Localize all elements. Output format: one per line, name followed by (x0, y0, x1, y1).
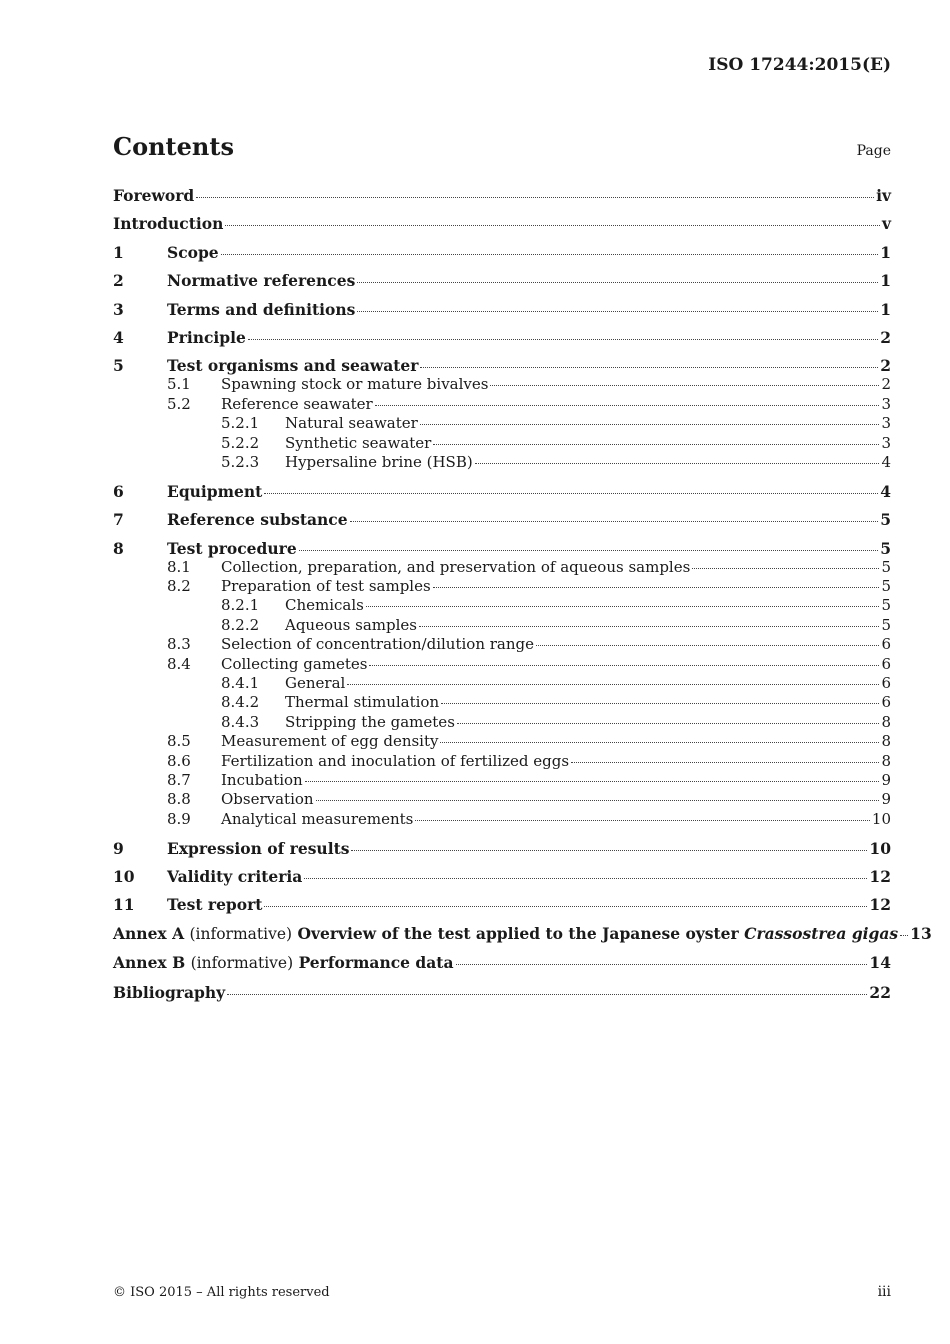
toc-entry[interactable] (113, 300, 891, 319)
toc-entry-page: 12 (869, 867, 891, 887)
dot-leader (420, 424, 880, 425)
toc-entry-title: Test organisms and seawater (167, 356, 419, 376)
dot-leader (375, 405, 880, 406)
toc-entry-title: Observation (221, 790, 314, 809)
toc-entry-title: Incubation (221, 771, 303, 790)
toc-entry-title: Equipment (167, 481, 263, 501)
table-of-contents (113, 186, 932, 1002)
toc-entry[interactable] (113, 771, 891, 790)
toc-entry[interactable] (113, 434, 891, 453)
toc-entry-title: Analytical measurements (221, 809, 414, 828)
toc-entry-page: 5 (881, 615, 891, 634)
toc-entry-number: 8.1 (167, 557, 191, 576)
annex-heading (113, 924, 898, 944)
toc-entry-page: 4 (881, 452, 891, 471)
toc-entry[interactable] (113, 790, 891, 809)
toc-entry-number: 2 (113, 271, 124, 291)
toc-entry-title: Preparation of test samples (221, 576, 431, 595)
toc-entry-page: 3 (881, 433, 891, 452)
toc-entry[interactable] (113, 577, 891, 596)
toc-entry-page: 5 (881, 576, 891, 595)
toc-entry[interactable] (113, 356, 891, 375)
toc-entry-page: 1 (880, 271, 891, 291)
toc-entry[interactable] (113, 596, 891, 615)
toc-entry-number: 5.2 (167, 394, 191, 413)
dot-leader (475, 463, 880, 464)
toc-entry-title: Thermal stimulation (285, 693, 440, 712)
document-id: ISO 17244:2015(E) (708, 55, 891, 75)
toc-annex-entry[interactable] (113, 953, 891, 973)
toc-entry[interactable] (113, 482, 891, 501)
toc-entry-number: 11 (113, 895, 135, 915)
toc-entry-number: 9 (113, 838, 124, 858)
toc-entry-page: 6 (881, 635, 891, 654)
toc-entry-page: 2 (881, 375, 891, 394)
toc-entry-title: Collection, preparation, and preservation of aqueous samples (221, 557, 691, 576)
dot-leader (457, 723, 880, 724)
toc-entry-page: 5 (880, 538, 891, 558)
toc-entry[interactable] (113, 414, 891, 433)
toc-entry[interactable] (113, 510, 891, 529)
toc-entry-page: 2 (880, 327, 891, 347)
dot-leader (415, 820, 870, 821)
toc-entry-title: Stripping the gametes (285, 712, 455, 731)
dot-leader (299, 550, 879, 551)
toc-entry-number: 8.4.2 (221, 693, 260, 712)
toc-entry[interactable] (113, 243, 891, 262)
toc-entry[interactable] (113, 558, 891, 577)
toc-entry[interactable] (113, 186, 891, 205)
toc-entry-number: 8.4.3 (221, 712, 260, 731)
toc-entry-number: 8.9 (167, 809, 191, 828)
toc-entry-title: Normative references (167, 271, 356, 291)
toc-entry-number: 8.4 (167, 654, 191, 673)
toc-entry-title: Foreword (113, 186, 195, 205)
page-number: iii (877, 1284, 891, 1300)
page-column-label: Page (856, 143, 891, 159)
toc-entry-title: Test report (167, 895, 263, 915)
dot-leader (456, 964, 868, 965)
toc-entry-number: 8.7 (167, 771, 191, 790)
toc-entry-title: Principle (167, 327, 246, 347)
toc-entry-page: 3 (881, 394, 891, 413)
toc-entry-title: Spawning stock or mature bivalves (221, 375, 489, 394)
toc-entry-page: 8 (881, 732, 891, 751)
toc-entry-page: 6 (881, 654, 891, 673)
toc-entry-number: 4 (113, 327, 124, 347)
toc-entry[interactable] (113, 616, 891, 635)
toc-entry-number: 8.5 (167, 732, 191, 751)
dot-leader (440, 742, 879, 743)
dot-leader (248, 339, 878, 340)
toc-entry-number: 7 (113, 510, 124, 530)
toc-entry-number: 5.1 (167, 375, 191, 394)
toc-entry-number: 8.2 (167, 576, 191, 595)
toc-entry-page: 5 (880, 510, 891, 530)
toc-entry[interactable] (113, 752, 891, 771)
contents-heading: Contents (113, 132, 234, 161)
annex-label: Annex B (113, 953, 186, 973)
toc-entry-number: 3 (113, 299, 124, 319)
toc-entry-title: Measurement of egg density (221, 732, 439, 751)
toc-entry[interactable] (113, 839, 891, 858)
annex-title: Overview of the test applied to the Japanese oyster (297, 923, 739, 943)
toc-entry-number: 8.6 (167, 751, 191, 770)
toc-entry-number: 5.2.1 (221, 414, 260, 433)
toc-entry-page: 12 (869, 895, 891, 915)
dot-leader (316, 800, 880, 801)
toc-entry-number: 8.8 (167, 790, 191, 809)
dot-leader (490, 385, 879, 386)
toc-entry[interactable] (113, 214, 891, 233)
toc-entry-page: 10 (869, 838, 891, 858)
dot-leader (536, 645, 879, 646)
toc-entry-page: 5 (881, 557, 891, 576)
toc-entry[interactable] (113, 810, 891, 829)
toc-entry-page: 2 (880, 356, 891, 376)
annex-title: Performance data (298, 953, 454, 973)
dot-leader (366, 606, 880, 607)
toc-entry-page: v (881, 214, 891, 234)
toc-entry-page: 3 (881, 414, 891, 433)
toc-entry[interactable] (113, 539, 891, 558)
dot-leader (351, 850, 867, 851)
toc-entry-page: 13 (910, 923, 932, 943)
toc-entry-title: Scope (167, 242, 219, 262)
dot-leader (221, 254, 879, 255)
toc-entry[interactable] (113, 867, 891, 886)
toc-entry-title: Terms and definitions (167, 299, 356, 319)
dot-leader (227, 994, 867, 995)
dot-leader (357, 311, 878, 312)
toc-entry[interactable] (113, 453, 891, 472)
toc-entry-page: 9 (881, 771, 891, 790)
toc-entry[interactable] (113, 635, 891, 654)
dot-leader (692, 568, 879, 569)
toc-entry-number: 5.2.2 (221, 433, 260, 452)
dot-leader (304, 878, 867, 879)
dot-leader (420, 367, 878, 368)
toc-entry-number: 5.2.3 (221, 452, 260, 471)
toc-entry-title: Synthetic seawater (285, 433, 432, 452)
toc-entry-page: 6 (881, 693, 891, 712)
annex-informative-tag: (informative) (190, 954, 294, 973)
toc-entry-number: 1 (113, 242, 124, 262)
toc-entry-title: Aqueous samples (285, 615, 417, 634)
dot-leader (441, 703, 879, 704)
toc-entry[interactable] (113, 395, 891, 414)
toc-entry-title: Collecting gametes (221, 654, 368, 673)
dot-leader (196, 197, 874, 198)
bibliography-title: Bibliography (113, 982, 226, 1002)
toc-entry-page: 1 (880, 242, 891, 262)
toc-entry-page: 9 (881, 790, 891, 809)
annex-label: Annex A (113, 923, 185, 943)
toc-entry-title: Natural seawater (285, 414, 418, 433)
dot-leader (350, 521, 879, 522)
annex-heading (113, 953, 454, 973)
toc-entry[interactable] (113, 713, 891, 732)
toc-entry-title: Validity criteria (167, 867, 303, 887)
toc-entry-number: 10 (113, 867, 135, 887)
toc-entry-page: 1 (880, 299, 891, 319)
annex-informative-tag: (informative) (189, 924, 293, 943)
toc-bibliography-entry[interactable] (113, 983, 891, 1002)
toc-entry-title: Expression of results (167, 838, 350, 858)
toc-entry[interactable] (113, 674, 891, 693)
toc-entry-number: 6 (113, 481, 124, 501)
toc-entry-page: iv (876, 186, 891, 205)
toc-entry-number: 8 (113, 538, 124, 558)
toc-entry-number: 8.2.2 (221, 615, 260, 634)
toc-entry-title: Introduction (113, 214, 224, 234)
toc-entry-page: 14 (869, 953, 891, 973)
toc-entry[interactable] (113, 895, 891, 914)
toc-entry[interactable] (113, 375, 891, 394)
dot-leader (900, 935, 908, 936)
toc-entry[interactable] (113, 271, 891, 290)
toc-entry-number: 5 (113, 356, 124, 376)
toc-entry-page: 6 (881, 673, 891, 692)
annex-species-name: Crassostrea gigas (744, 923, 899, 943)
dot-leader (433, 587, 880, 588)
toc-entry-page: 4 (880, 481, 891, 501)
toc-entry-page: 22 (869, 982, 891, 1002)
dot-leader (264, 906, 867, 907)
dot-leader (225, 225, 880, 226)
toc-entry[interactable] (113, 655, 891, 674)
toc-entry-page: 5 (881, 596, 891, 615)
toc-entry-page: 8 (881, 712, 891, 731)
toc-entry-number: 8.3 (167, 635, 191, 654)
toc-entry-page: 8 (881, 751, 891, 770)
toc-entry-title: General (285, 673, 346, 692)
toc-entry-title: Chemicals (285, 596, 364, 615)
toc-entry[interactable] (113, 732, 891, 751)
toc-entry-number: 8.2.1 (221, 596, 260, 615)
toc-entry-title: Reference seawater (221, 394, 373, 413)
dot-leader (357, 282, 878, 283)
dot-leader (419, 626, 879, 627)
dot-leader (369, 665, 879, 666)
toc-entry[interactable] (113, 328, 891, 347)
toc-entry-title: Test procedure (167, 538, 297, 558)
copyright-notice: © ISO 2015 – All rights reserved (113, 1285, 330, 1300)
toc-entry-title: Reference substance (167, 510, 348, 530)
dot-leader (264, 493, 878, 494)
toc-entry-title: Selection of concentration/dilution range (221, 635, 535, 654)
toc-entry-title: Hypersaline brine (HSB) (285, 452, 473, 471)
toc-annex-entry[interactable] (113, 923, 932, 944)
toc-entry-number: 8.4.1 (221, 673, 260, 692)
toc-entry-page: 10 (871, 809, 891, 828)
dot-leader (347, 684, 879, 685)
dot-leader (433, 444, 879, 445)
toc-entry[interactable] (113, 693, 891, 712)
toc-entry-title: Fertilization and inoculation of fertilized eggs (221, 751, 570, 770)
dot-leader (305, 781, 880, 782)
dot-leader (571, 762, 879, 763)
